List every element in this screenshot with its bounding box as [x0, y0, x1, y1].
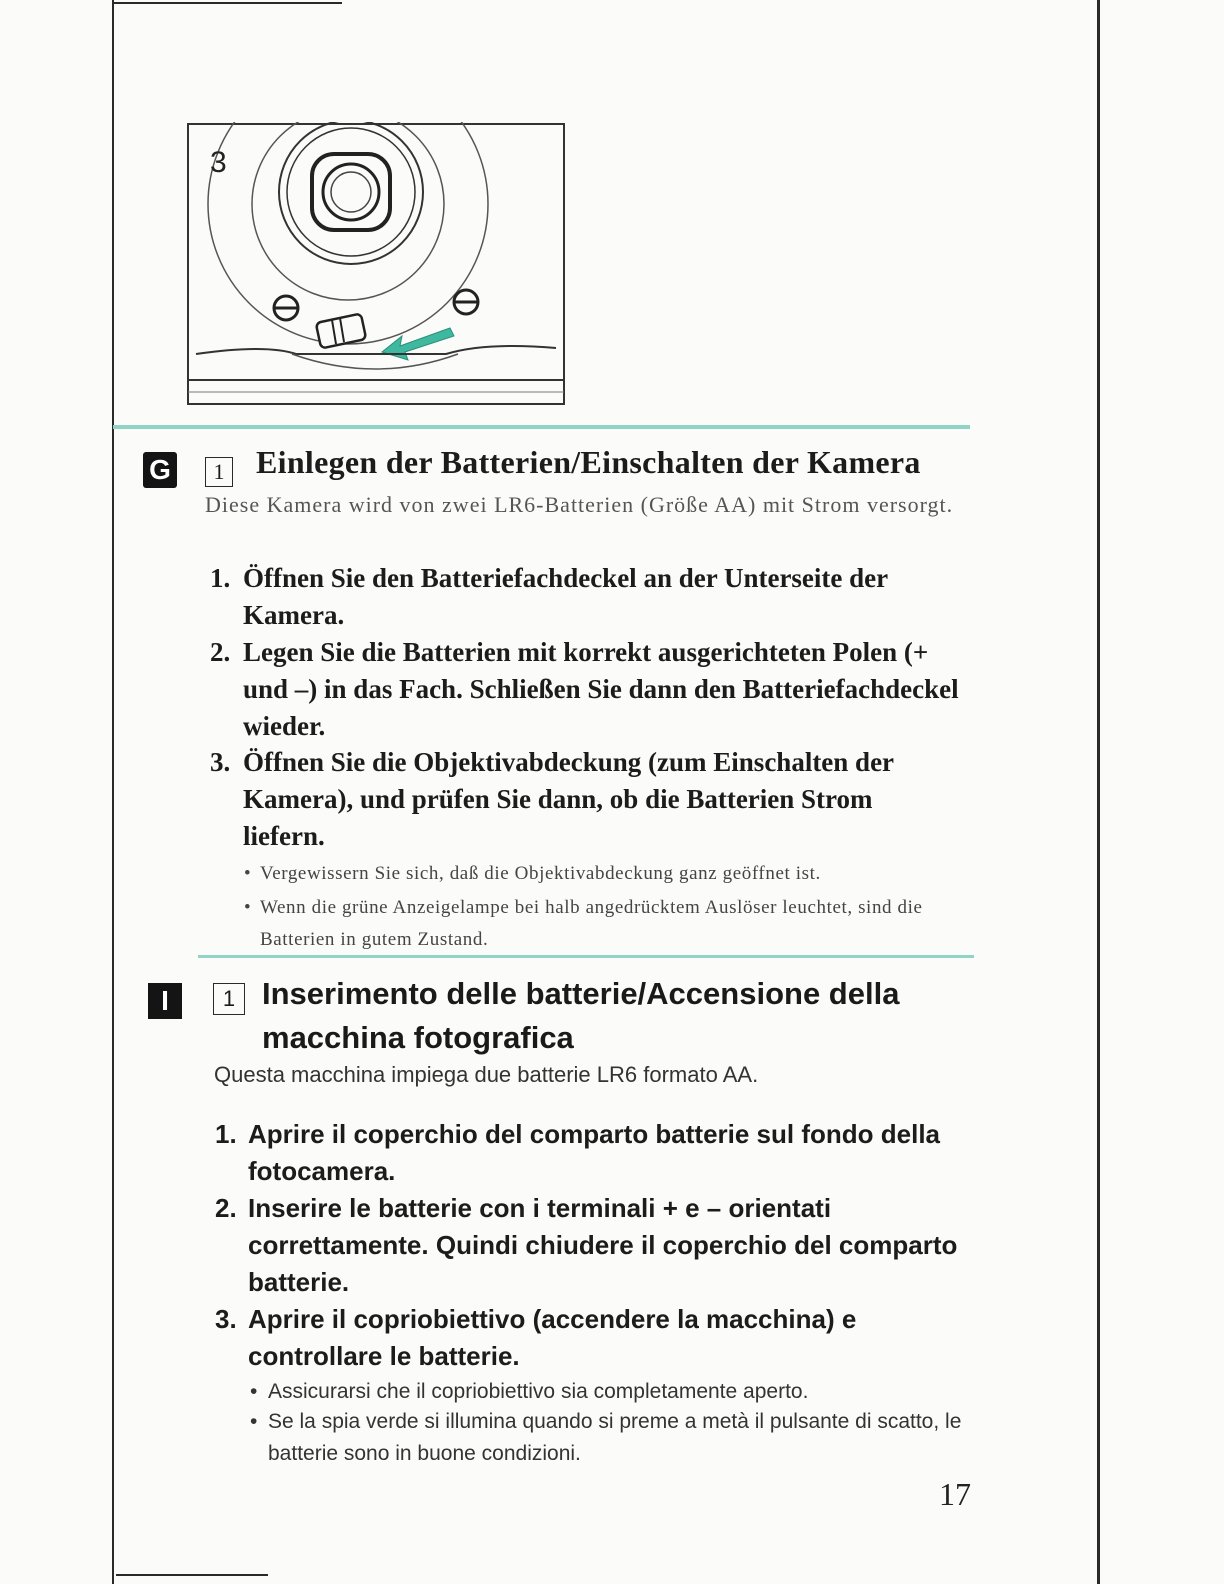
german-section-title: Einlegen der Batterien/Einschalten der Kamera [256, 444, 921, 480]
italian-note-1 [250, 1376, 970, 1408]
bullet-icon: • [250, 1380, 258, 1403]
italian-section-title: Inserimento delle batterie/Accensione della macchina fotografica [262, 976, 900, 1055]
page-number: 17 [939, 1476, 971, 1512]
german-note-2 [244, 892, 974, 956]
step-text: Aprire il coperchio del comparto batterie sul fondo della fotocamera. [248, 1119, 941, 1186]
step-text: Legen Sie die Batterien mit korrekt ausgerichteten Polen (+ und –) in das Fach. Schließen Sie dann den Batteriefachdeckel wieder. [243, 637, 959, 741]
german-step-2 [210, 634, 960, 745]
figure-label: 3 [210, 146, 227, 179]
section-divider-italian [198, 955, 974, 958]
italian-step-1 [215, 1116, 975, 1190]
section-divider-german [113, 425, 970, 429]
step-number-box-german: 1 [205, 457, 233, 487]
page-edge-bottom [116, 1574, 268, 1576]
page-edge-left [112, 0, 114, 1584]
note-text: Se la spia verde si illumina quando si preme a metà il pulsante di scatto, le batterie sono in buone condizioni. [268, 1410, 962, 1465]
step-number: 3. [210, 747, 231, 777]
german-note-1 [244, 858, 974, 890]
step-number-box-italian: 1 [213, 983, 245, 1015]
page-edge-top [112, 2, 342, 4]
italian-step-2 [215, 1190, 975, 1301]
language-badge-italian: I [148, 983, 182, 1019]
step-text: Inserire le batterie con i terminali + e – orientati correttamente. Quindi chiudere il coperchio del comparto batterie. [248, 1193, 958, 1297]
step-number: 2. [215, 1193, 237, 1223]
step-number: 1. [210, 563, 231, 593]
bullet-icon: • [250, 1410, 258, 1433]
step-number: 3. [215, 1304, 237, 1334]
german-step-3 [210, 744, 960, 855]
italian-step-3 [215, 1301, 975, 1375]
bullet-icon: • [244, 863, 252, 884]
page-edge-right [1097, 0, 1100, 1584]
step-number: 2. [210, 637, 231, 667]
camera-illustration [186, 122, 566, 406]
language-badge-german: G [143, 452, 177, 488]
step-text: Aprire il copriobiettivo (accendere la macchina) e controllare le batterie. [248, 1304, 857, 1371]
step-text: Öffnen Sie den Batteriefachdeckel an der Unterseite der Kamera. [243, 563, 888, 630]
bullet-icon: • [244, 897, 252, 918]
note-text: Vergewissern Sie sich, daß die Objektivabdeckung ganz geöffnet ist. [260, 863, 821, 884]
note-text: Wenn die grüne Anzeigelampe bei halb angedrücktem Auslöser leuchtet, sind die Batterien in gutem Zustand. [260, 897, 923, 950]
german-step-1 [210, 560, 960, 634]
step-text: Öffnen Sie die Objektivabdeckung (zum Einschalten der Kamera), und prüfen Sie dann, ob die Batterien Strom liefern. [243, 747, 894, 851]
step-number: 1. [215, 1119, 237, 1149]
german-intro: Diese Kamera wird von zwei LR6-Batterien (Größe AA) mit Strom versorgt. [205, 492, 954, 517]
note-text: Assicurarsi che il copriobiettivo sia completamente aperto. [268, 1380, 809, 1403]
italian-note-2 [250, 1406, 970, 1470]
italian-intro: Questa macchina impiega due batterie LR6 formato AA. [214, 1062, 759, 1087]
